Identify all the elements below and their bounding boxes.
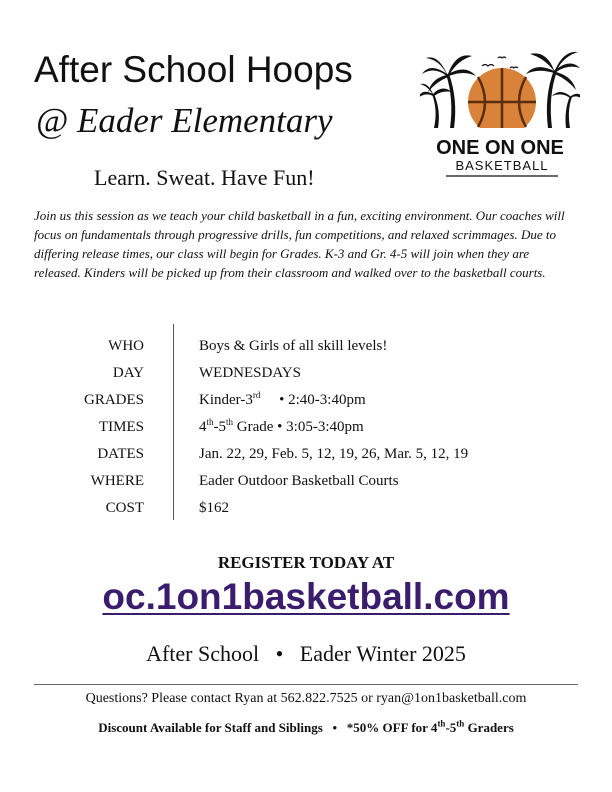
discount-suffix: Graders bbox=[464, 720, 514, 735]
logo-text-line2: BASKETBALL bbox=[455, 158, 549, 173]
label-cost: COST bbox=[105, 500, 144, 516]
grades-superscript: rd bbox=[252, 390, 261, 400]
times-superscript-2: th bbox=[226, 417, 234, 427]
value-grades bbox=[199, 390, 366, 410]
value-dates: Jan. 22, 29, Feb. 5, 12, 19, 26, Mar. 5, 12, 19 bbox=[199, 446, 469, 462]
discount-note bbox=[0, 719, 612, 737]
basketball-icon bbox=[460, 68, 544, 144]
value-times bbox=[199, 417, 364, 437]
label-dates: DATES bbox=[97, 446, 144, 462]
label-times: TIMES bbox=[99, 419, 144, 435]
discount-superscript-1: th bbox=[437, 718, 446, 729]
value-day: WEDNESDAYS bbox=[199, 365, 301, 381]
page-title: After School Hoops bbox=[34, 49, 353, 90]
palm-tree-right-icon bbox=[526, 52, 580, 128]
tagline: Learn. Sweat. Have Fun! bbox=[94, 165, 315, 190]
times-time-text: Grade • 3:05-3:40pm bbox=[233, 419, 364, 435]
register-heading: REGISTER TODAY AT bbox=[217, 553, 395, 572]
value-who: Boys & Girls of all skill levels! bbox=[199, 338, 388, 354]
times-superscript-1: th bbox=[206, 417, 214, 427]
label-day: DAY bbox=[112, 365, 144, 381]
discount-text: Discount Available for Staff and Siblings • *50% OFF for 4 bbox=[98, 720, 438, 735]
discount-superscript-2: th bbox=[456, 718, 465, 729]
page-subtitle: @ Eader Elementary bbox=[36, 101, 333, 140]
label-who: WHO bbox=[108, 338, 144, 354]
one-on-one-basketball-logo bbox=[420, 44, 580, 180]
registration-link[interactable]: oc.1on1basketball.com bbox=[102, 576, 510, 617]
label-where: WHERE bbox=[90, 473, 144, 489]
label-grades: GRADES bbox=[83, 392, 144, 408]
divider bbox=[34, 684, 578, 685]
logo-text-line1: ONE ON ONE bbox=[436, 137, 564, 159]
birds-icon bbox=[482, 57, 518, 68]
session-info: After School • Eader Winter 2025 bbox=[146, 641, 466, 666]
value-cost: $162 bbox=[199, 500, 229, 516]
times-grade-start: 4 bbox=[199, 419, 207, 435]
grades-time-text: • 2:40-3:40pm bbox=[260, 392, 366, 408]
contact-info: Questions? Please contact Ryan at 562.822.7525 or ryan@1on1basketball.com bbox=[85, 691, 527, 706]
intro-paragraph: Join us this session as we teach your child basketball in a fun, exciting environment. Our coaches will focus on fundamentals through progressive drills, fun competitions, and relaxed scrimmages. Due to differing release times, our class will begin for Grades. K-3 and Gr. 4-5 will join when they are released. Kinders will be picked up from their classroom and walked over to the basketball courts. bbox=[34, 208, 565, 280]
palm-tree-left-icon bbox=[420, 55, 476, 128]
grades-kinder-text: Kinder-3 bbox=[199, 392, 253, 408]
value-where: Eader Outdoor Basketball Courts bbox=[199, 473, 399, 489]
times-grade-end: -5 bbox=[213, 419, 227, 435]
discount-grade-end: -5 bbox=[445, 720, 457, 735]
details-divider bbox=[173, 324, 174, 520]
